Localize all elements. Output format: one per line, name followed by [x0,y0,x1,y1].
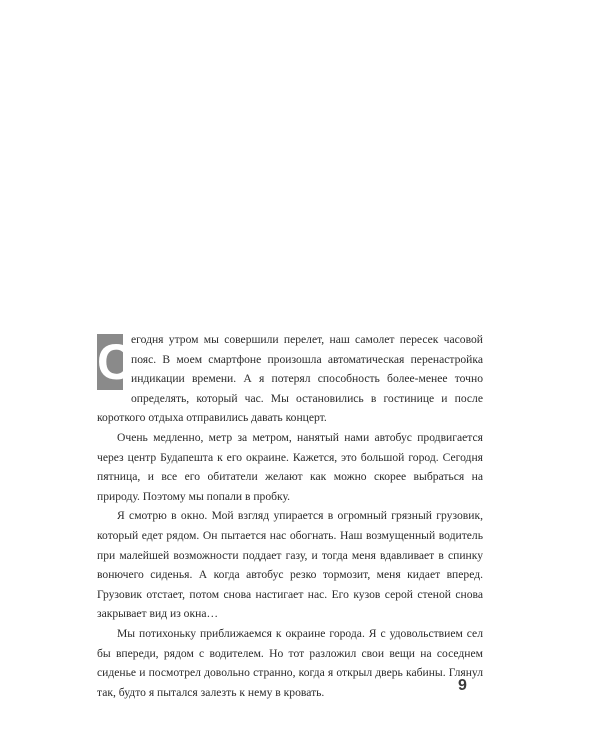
paragraph-2: Очень медленно, метр за метром, нанятый нами автобус продвигается через центр Будапешта к его окраине. Кажется, это большой город. Сегодня пятница, и все его обитатели желают как можно скорее выбраться на природу. Поэтому мы попали в пробку. [97,430,483,503]
paragraph-1 [97,330,483,428]
drop-cap-box [97,334,134,390]
page-number: 9 [458,677,467,694]
body-text [97,330,483,702]
paragraph-4: Мы потихоньку приближаемся к окраине города. Я с удовольствием сел бы впереди, рядом с водителем. Но тот разложил свои вещи на соседнем сиденье и посмотрел довольно странно, когда я открыл дверь кабины. Глянул так, будто я пытался залезть к нему в кровать. [97,626,483,699]
paragraph-1-text: егодня утром мы совершили перелет, наш самолет пересек часовой пояс. В моем смартфоне произошла автоматическая перенастройка индикации времени. А я потерял способность более-менее точно определять, который час. Мы остановились в гостинице и после короткого отдыха отправились давать концерт. [97,333,483,425]
paragraph-3: Я смотрю в окно. Мой взгляд упирается в огромный грязный грузовик, который едет рядом. Он пытается нас обогнать. Наш возмущенный водитель при малейшей возможности поддает газу, и тогда меня вдавливает в спинку вонючего сиденья. А когда автобус резко тормозит, меня кидает вперед. Грузовик отстает, потом снова настигает нас. Его кузов серой стеной снова закрывает вид из окна… [97,509,483,621]
drop-cap: С [97,334,134,390]
